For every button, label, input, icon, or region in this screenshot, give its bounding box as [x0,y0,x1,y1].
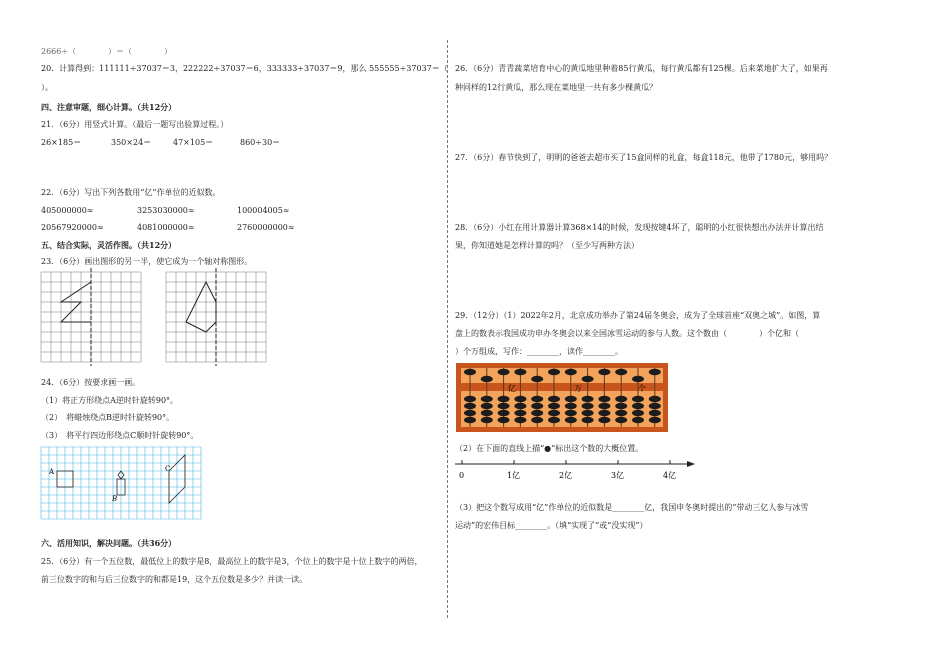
abacus-bead [498,369,510,375]
partial-question-19: 2666÷（ ）＝（ ） [41,47,173,56]
abacus-bead [498,417,510,423]
abacus-bead [632,410,644,416]
number-line-label: 3亿 [611,471,625,480]
abacus-bead [632,376,644,382]
question-29: 29．（12分）（1）2022年2月，北京成功举办了第24届冬奥会，成为了全球首座“双奥之城”。如图，算 [455,311,821,320]
abacus-bead [598,410,610,416]
abacus-bead [615,396,627,402]
abacus-bead [514,410,526,416]
half-shape [186,282,216,332]
abacus-beam [461,383,663,391]
abacus-label-yi: 亿 [508,384,516,393]
abacus-bead [649,403,661,409]
abacus-bead [565,417,577,423]
point-b-label: B [112,495,118,503]
column-divider [447,40,448,618]
q22-item: 100004005≈ [237,206,290,215]
q22-item: 405000000≈ [41,206,94,215]
q29-part-3: （3）把这个数写成用“亿”作单位的近似数是________亿，我国申冬奥时提出的“带动三亿人参与冰雪 [455,503,809,512]
point-c-label: C [165,465,171,473]
abacus-bead [481,410,493,416]
abacus-bead [565,369,577,375]
abacus-bead [582,376,594,382]
q24-part-1: （1）将正方形绕点A逆时针旋转90°。 [41,396,179,405]
question-28: 28．（6分）小红在用计算器计算368×14的时候，发现按键4坏了，聪明的小红很快想出办法并计算出结 [455,223,824,232]
abacus-bead [632,417,644,423]
abacus-bead [464,396,476,402]
abacus-bead [481,376,493,382]
abacus-bead [481,396,493,402]
question-27: 27．（6分）春节快到了，明明的爸爸去超市买了15盒同样的礼盒，每盒118元，他带了1780元，够用吗？ [455,153,833,162]
question-29-cont: 盘上的数表示我国成功申办冬奥会以来全国冰雪运动的参与人数。这个数由（ ）个亿和（ [455,329,799,338]
section-4-heading: 四、注意审题，细心计算。（共12分） [41,102,177,112]
symmetry-grid-1 [41,272,141,362]
number-line-label: 0 [459,471,465,480]
abacus-bead [531,403,543,409]
q22-item: 4081000000≈ [137,223,195,232]
abacus-bead [481,403,493,409]
abacus-bead [615,369,627,375]
abacus-bead [565,410,577,416]
abacus-bead [582,396,594,402]
abacus-bead [548,417,560,423]
abacus-bead [514,417,526,423]
q24-part-2: （2） 将蜡烛绕点B逆时针旋转90°。 [41,413,175,422]
question-21: 21．（6分）用竖式计算。（最后一题写出验算过程。） [41,120,229,129]
abacus-bead [464,403,476,409]
abacus-bead [531,396,543,402]
abacus-bead [531,376,543,382]
abacus-bead [615,417,627,423]
abacus-bead [548,396,560,402]
abacus-bead [649,396,661,402]
abacus-bead [632,403,644,409]
q22-item: 20567920000≈ [41,223,104,232]
section-6-heading: 六、活用知识，解决问题。（共36分） [41,538,177,548]
abacus-bead [548,410,560,416]
abacus-bead [498,403,510,409]
symmetry-grid-2 [166,272,266,362]
number-line [455,458,700,484]
abacus-bead [514,369,526,375]
abacus-bead [632,396,644,402]
q29-part-3-cont: 运动”的宏伟目标________。（填“实现了”或“没实现”） [455,521,648,530]
section-5-heading: 五、结合实际，灵活作图。（共12分） [41,240,177,250]
question-26: 26．（6分）青青蔬菜培育中心的黄瓜地里种着85行黄瓜，每行黄瓜都有125棵。后来菜地扩大了，如果再 [455,64,828,73]
question-23: 23．（6分）画出图形的另一半，使它成为一个轴对称图形。 [41,257,253,266]
abacus-label-ge: 个 [638,384,646,393]
number-line-label: 2亿 [559,471,573,480]
abacus-bead [514,396,526,402]
abacus-bead [464,369,476,375]
rotation-grid [41,447,201,519]
q21-item: 47×105＝ [173,138,214,147]
abacus-bead [582,403,594,409]
abacus-bead [649,410,661,416]
abacus-bead [582,410,594,416]
abacus-bead [565,396,577,402]
abacus-bead [464,410,476,416]
abacus-bead [598,369,610,375]
q21-item: 350×24＝ [111,138,152,147]
question-20-end: ）。 [41,83,53,92]
q21-item: 26×185＝ [41,138,82,147]
question-25: 25．（6分）有一个五位数，最低位上的数字是8，最高位上的数字是3，个位上的数字是十位上数字的两倍， [41,557,423,566]
abacus-bead [598,396,610,402]
question-29-cont2: ）个万组成，写作：________，读作________。 [455,347,623,356]
abacus-bead [548,369,560,375]
abacus-bead [598,403,610,409]
abacus [456,363,668,432]
abacus-bead [615,410,627,416]
number-line-arrow [687,461,695,467]
abacus-bead [531,410,543,416]
abacus-bead [598,417,610,423]
abacus-bead [514,403,526,409]
abacus-bead [582,417,594,423]
question-24: 24．（6分）按要求画一画。 [41,378,141,387]
abacus-bead [565,403,577,409]
q21-item: 860÷30＝ [240,138,281,147]
number-line-label: 1亿 [507,471,521,480]
q29-part-2: （2）在下面的直线上描“●”标出这个数的大概位置。 [455,444,644,453]
abacus-bead [498,396,510,402]
q22-item: 2760000000≈ [237,223,295,232]
q22-item: 3253030000≈ [137,206,195,215]
abacus-bead [481,417,493,423]
question-20: 20．计算得到：111111÷37037＝3，222222÷37037＝6，333333÷37037＝9，那么 555555÷37037＝（ [41,64,448,73]
abacus-bead [649,369,661,375]
abacus-bead [615,403,627,409]
abacus-bead [649,417,661,423]
question-22: 22．（6分）写出下列各数用“亿”作单位的近似数。 [41,188,221,197]
question-26-cont: 种同样的12行黄瓜，那么现在菜地里一共有多少棵黄瓜？ [455,83,658,92]
point-a-label: A [49,468,55,476]
abacus-bead [548,403,560,409]
abacus-bead [531,417,543,423]
abacus-bead [498,410,510,416]
abacus-label-wan: 万 [574,384,582,393]
number-line-label: 4亿 [663,471,677,480]
q24-part-3: （3） 将平行四边形绕点C顺时针旋转90°。 [41,431,199,440]
abacus-bead [464,417,476,423]
question-28-cont: 果，你知道她是怎样计算的吗？（至少写两种方法） [455,241,639,250]
question-25-cont: 前三位数字的和与后三位数字的和都是19，这个五位数是多少？并读一读。 [41,575,308,584]
